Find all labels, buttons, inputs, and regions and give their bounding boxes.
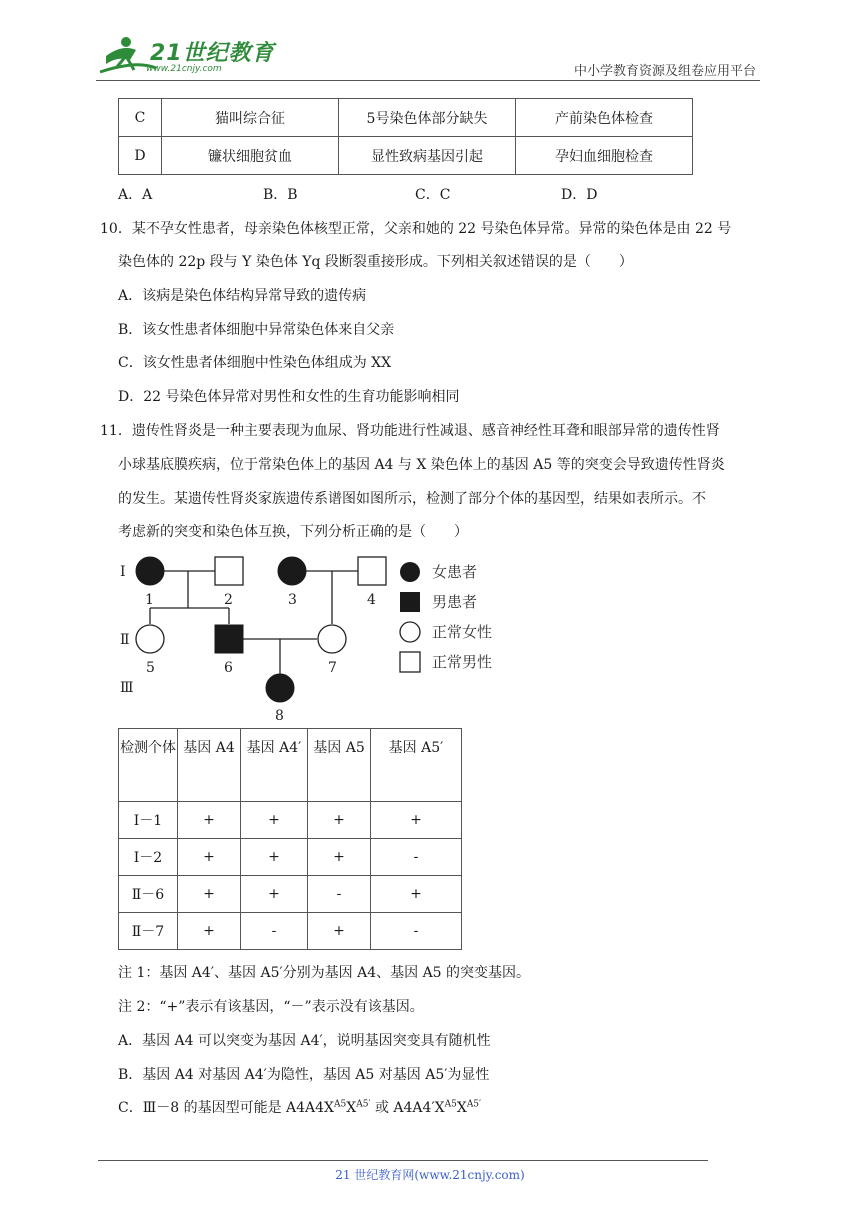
individual-7 bbox=[318, 625, 346, 653]
option-c-text: C．Ⅲ－8 的基因型可能是 A4A4X bbox=[118, 1100, 335, 1116]
table-cell: 产前染色体检查 bbox=[516, 99, 693, 137]
table-cell: 孕妇血细胞检查 bbox=[516, 137, 693, 175]
individual-number: 6 bbox=[224, 660, 233, 676]
gene-table bbox=[118, 728, 462, 950]
individual-number: 1 bbox=[145, 592, 154, 608]
table-cell: + bbox=[308, 839, 371, 876]
q11-option-a[interactable]: A．基因 A4 可以突变为基因 A4′，说明基因突变具有随机性 bbox=[118, 1033, 491, 1049]
table-cell: - bbox=[371, 913, 462, 950]
q10-option-d[interactable]: D．22 号染色体异常对男性和女性的生育功能影响相同 bbox=[118, 389, 460, 405]
option-b[interactable]: B．B bbox=[263, 187, 298, 203]
individual-4 bbox=[358, 557, 386, 585]
q11-stem-line2: 小球基底膜疾病，位于常染色体上的基因 A4 与 X 染色体上的基因 A5 等的突变会导致遗传性肾炎 bbox=[118, 457, 725, 473]
legend-affected-male-icon bbox=[400, 592, 420, 612]
q9-table bbox=[118, 98, 693, 175]
table-header-row bbox=[119, 729, 462, 802]
table-cell: + bbox=[241, 876, 308, 913]
table-cell: Ⅱ－7 bbox=[119, 913, 178, 950]
generation-label: Ⅱ bbox=[120, 632, 130, 648]
individual-number: 7 bbox=[328, 660, 337, 676]
table-cell: + bbox=[371, 802, 462, 839]
table-header: 检测个体 bbox=[119, 729, 178, 802]
table-cell: - bbox=[308, 876, 371, 913]
q10-option-c[interactable]: C．该女性患者体细胞中性染色体组成为 XX bbox=[118, 355, 392, 371]
generation-label: Ⅰ bbox=[120, 564, 126, 580]
table-cell: Ⅰ－2 bbox=[119, 839, 178, 876]
q10-option-a[interactable]: A．该病是染色体结构异常导致的遗传病 bbox=[118, 288, 367, 304]
footer-link[interactable]: 21 世纪教育网(www.21cnjy.com) bbox=[335, 1168, 525, 1182]
option-d[interactable]: D．D bbox=[561, 187, 598, 203]
table-cell: D bbox=[119, 137, 162, 175]
q11-stem-line1: 11．遗传性肾炎是一种主要表现为血尿、肾功能进行性减退、感音神经性耳聋和眼部异常的遗传性肾 bbox=[100, 423, 720, 439]
legend-normal-male-icon bbox=[400, 652, 420, 672]
legend-label: 男患者 bbox=[432, 593, 478, 611]
legend-label: 女患者 bbox=[432, 563, 478, 581]
table-header: 基因 A4′ bbox=[241, 729, 308, 802]
table-cell: 显性致病基因引起 bbox=[339, 137, 516, 175]
q9-options bbox=[118, 184, 678, 204]
table-cell: + bbox=[178, 839, 241, 876]
table-cell: + bbox=[308, 913, 371, 950]
table-header: 基因 A5′ bbox=[371, 729, 462, 802]
superscript: A5 bbox=[444, 1099, 457, 1110]
table-cell: + bbox=[308, 802, 371, 839]
individual-1 bbox=[136, 557, 164, 585]
individual-8 bbox=[266, 674, 294, 702]
individual-number: 5 bbox=[146, 660, 155, 676]
q10-stem-line1: 10．某不孕女性患者，母亲染色体核型正常，父亲和她的 22 号染色体异常。异常的染色体是由 22 号 bbox=[100, 221, 732, 237]
table-cell: + bbox=[241, 802, 308, 839]
table-row bbox=[119, 876, 462, 913]
header-platform-name: 中小学教育资源及组卷应用平台 bbox=[573, 64, 756, 79]
individual-number: 3 bbox=[288, 592, 297, 608]
individual-6 bbox=[215, 625, 243, 653]
q11-stem-line4: 考虑新的突变和染色体互换，下列分析正确的是（ ） bbox=[118, 524, 468, 540]
individual-number: 2 bbox=[224, 592, 233, 608]
table-cell: 镰状细胞贫血 bbox=[162, 137, 339, 175]
table-cell: + bbox=[178, 876, 241, 913]
table-cell: 5号染色体部分缺失 bbox=[339, 99, 516, 137]
table-cell: - bbox=[371, 839, 462, 876]
table-row bbox=[119, 802, 462, 839]
individual-number: 8 bbox=[275, 708, 284, 724]
legend-label: 正常男性 bbox=[432, 653, 493, 671]
logo-text: 21世纪教育 bbox=[150, 41, 275, 66]
table-cell: C bbox=[119, 99, 162, 137]
individual-5 bbox=[136, 625, 164, 653]
option-c-text: X bbox=[346, 1100, 357, 1116]
individual-number: 4 bbox=[367, 592, 376, 608]
table-row bbox=[119, 99, 693, 137]
table-cell: Ⅰ－1 bbox=[119, 802, 178, 839]
generation-label: Ⅲ bbox=[120, 680, 134, 696]
header-divider bbox=[96, 80, 760, 81]
option-c-text: X bbox=[456, 1100, 467, 1116]
table-row bbox=[119, 137, 693, 175]
superscript: A5 bbox=[334, 1099, 347, 1110]
footer-divider bbox=[98, 1160, 708, 1161]
table-cell: - bbox=[241, 913, 308, 950]
legend-label: 正常女性 bbox=[432, 623, 493, 641]
individual-2 bbox=[215, 557, 243, 585]
note-2: 注 2：“+”表示有该基因，“－”表示没有该基因。 bbox=[118, 999, 424, 1015]
individual-3 bbox=[278, 557, 306, 585]
superscript: A5′ bbox=[356, 1099, 371, 1110]
pedigree-diagram bbox=[110, 550, 530, 725]
q11-option-c[interactable] bbox=[118, 1097, 481, 1117]
table-cell: + bbox=[178, 913, 241, 950]
option-a[interactable]: A．A bbox=[118, 187, 153, 203]
note-1: 注 1：基因 A4′、基因 A5′分别为基因 A4、基因 A5 的突变基因。 bbox=[118, 965, 531, 981]
option-c[interactable]: C．C bbox=[415, 187, 451, 203]
q10-stem-line2: 染色体的 22p 段与 Y 染色体 Yq 段断裂重接形成。下列相关叙述错误的是（ ） bbox=[118, 254, 633, 270]
table-cell: + bbox=[371, 876, 462, 913]
table-row bbox=[119, 839, 462, 876]
q11-option-b[interactable]: B．基因 A4 对基因 A4′为隐性，基因 A5 对基因 A5′为显性 bbox=[118, 1067, 490, 1083]
option-c-text: 或 A4A4′X bbox=[374, 1100, 445, 1116]
table-cell: + bbox=[241, 839, 308, 876]
table-header: 基因 A4 bbox=[178, 729, 241, 802]
table-header: 基因 A5 bbox=[308, 729, 371, 802]
table-cell: Ⅱ－6 bbox=[119, 876, 178, 913]
q11-stem-line3: 的发生。某遗传性肾炎家族遗传系谱图如图所示，检测了部分个体的基因型，结果如表所示。不 bbox=[118, 491, 706, 507]
superscript: A5′ bbox=[466, 1099, 482, 1110]
logo-url: www.21cnjy.com bbox=[146, 64, 222, 74]
legend-normal-female-icon bbox=[400, 622, 420, 642]
q10-option-b[interactable]: B．该女性患者体细胞中异常染色体来自父亲 bbox=[118, 322, 395, 338]
table-cell: + bbox=[178, 802, 241, 839]
table-row bbox=[119, 913, 462, 950]
legend-affected-female-icon bbox=[400, 562, 420, 582]
table-cell: 猫叫综合征 bbox=[162, 99, 339, 137]
